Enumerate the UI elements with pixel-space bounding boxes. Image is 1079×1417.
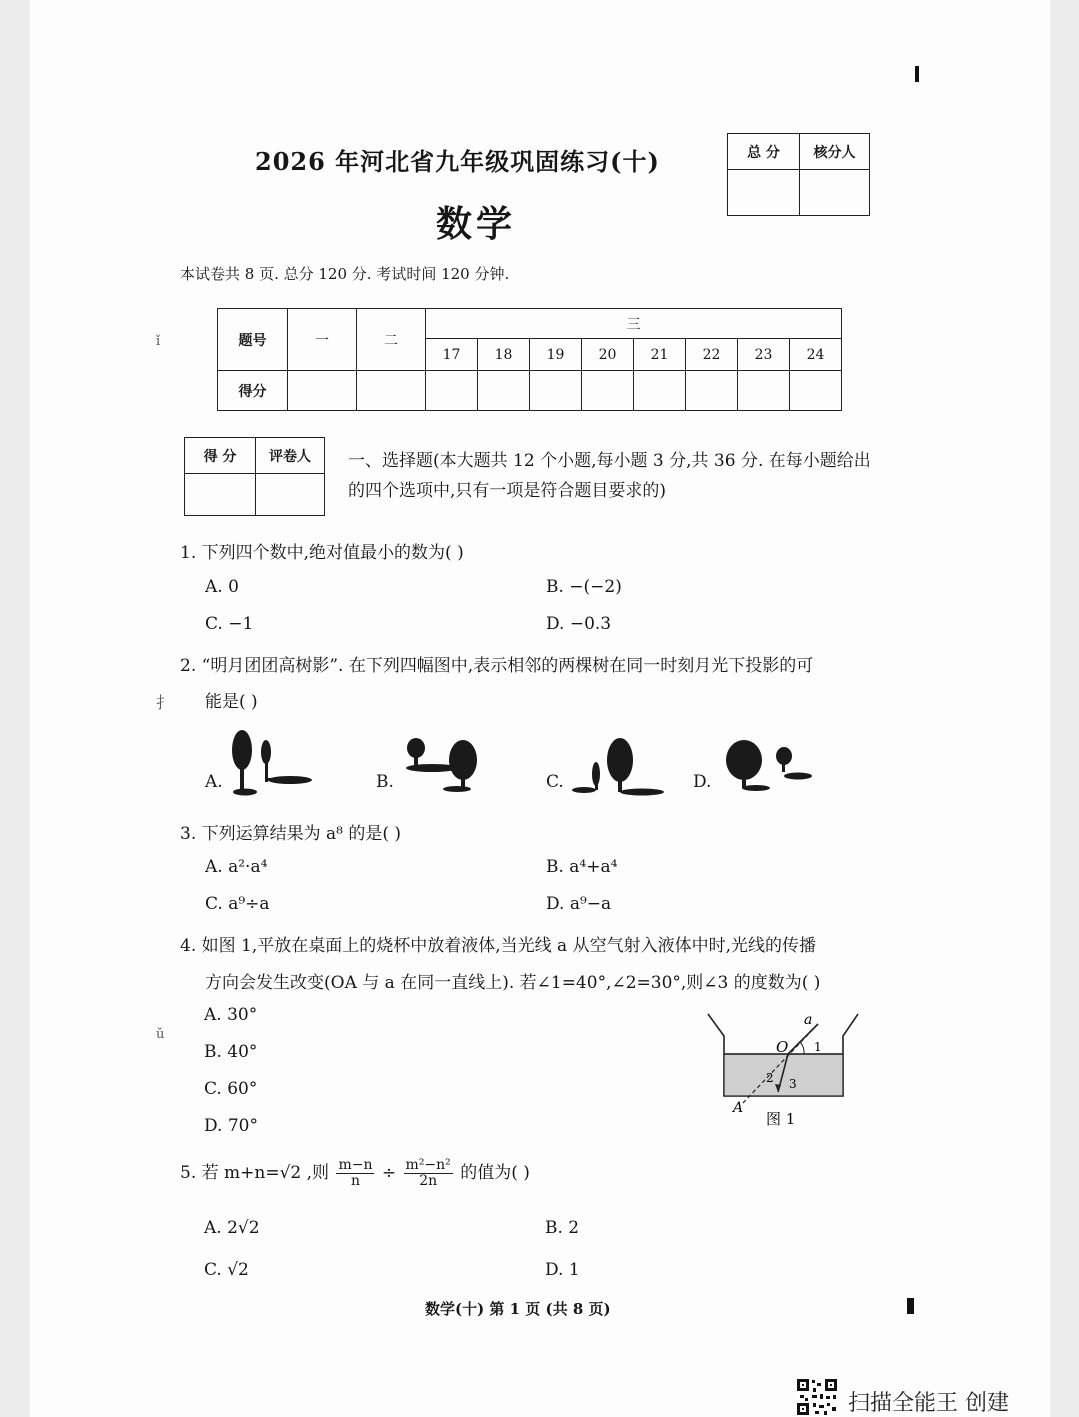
question-1-stem: 1. 下列四个数中,绝对值最小的数为( )	[180, 543, 464, 563]
margin-mark: 扌	[156, 693, 173, 712]
q2-option-c[interactable]: C.	[546, 772, 564, 792]
grader-label: 评卷人	[256, 438, 325, 474]
score-cell[interactable]	[426, 371, 478, 411]
score-cell[interactable]	[530, 371, 582, 411]
checker-label: 核分人	[800, 134, 870, 170]
q5-option-a[interactable]: A. 2√2	[204, 1218, 260, 1238]
score-cell[interactable]	[357, 371, 426, 411]
angle-label-3: 3	[789, 1077, 797, 1091]
scanner-watermark: 扫描全能王 创建	[848, 1391, 1009, 1416]
q3-option-a[interactable]: A. a²·a⁴	[205, 857, 268, 877]
point-label-A: A	[733, 1100, 744, 1116]
total-score-cell[interactable]	[728, 170, 800, 216]
angle-label-2: 2	[766, 1071, 774, 1085]
q5-option-b[interactable]: B. 2	[545, 1218, 580, 1238]
question-5-stem	[180, 1158, 530, 1189]
q1-option-b[interactable]: B. −(−2)	[546, 577, 622, 597]
q2-option-b[interactable]: B.	[376, 772, 394, 792]
score-cell[interactable]	[790, 371, 842, 411]
q4-option-c[interactable]: C. 60°	[204, 1079, 258, 1099]
score-cell[interactable]	[478, 371, 530, 411]
score-table	[217, 308, 842, 411]
score-row-label: 得分	[218, 371, 288, 411]
question-col: 24	[790, 339, 842, 371]
question-4-stem-line2: 方向会发生改变(OA 与 a 在同一直线上). 若∠1=40°,∠2=30°,则∠3 的度数为( )	[205, 973, 821, 993]
ray-label-a: a	[804, 1012, 813, 1028]
q4-option-b[interactable]: B. 40°	[204, 1042, 258, 1062]
q2-option-d[interactable]: D.	[693, 772, 712, 792]
question-3-stem: 3. 下列运算结果为 a⁸ 的是( )	[180, 824, 402, 844]
q3-option-c[interactable]: C. a⁹÷a	[205, 894, 270, 914]
part-one-header: 一	[288, 309, 357, 371]
question-col: 19	[530, 339, 582, 371]
question-col: 21	[634, 339, 686, 371]
margin-mark: ǔ	[156, 1027, 165, 1042]
part-two-header: 二	[357, 309, 426, 371]
q5-fraction-1: $\frac{m-n}{n}$	[338, 1157, 373, 1189]
score-cell[interactable]	[686, 371, 738, 411]
score-cell[interactable]	[582, 371, 634, 411]
q5-stem-pre: 5. 若 m+n=√2 ,则	[180, 1163, 330, 1183]
question-col: 18	[478, 339, 530, 371]
q5-fraction-2: $\frac{\text{m²−n²}}{2n}$	[405, 1157, 451, 1189]
q1-option-d[interactable]: D. −0.3	[546, 614, 612, 634]
q5-option-d[interactable]: D. 1	[545, 1260, 580, 1280]
checker-cell[interactable]	[800, 170, 870, 216]
q2-option-a[interactable]: A.	[205, 772, 223, 792]
q5-option-c[interactable]: C. √2	[204, 1260, 249, 1280]
question-col: 22	[686, 339, 738, 371]
grader-score-label: 得 分	[185, 438, 256, 474]
figure-caption: 图 1	[766, 1110, 796, 1128]
q5-divide-sign: ÷	[381, 1163, 397, 1183]
angle-label-1: 1	[814, 1040, 822, 1054]
grader-name-cell[interactable]	[256, 474, 325, 516]
question-col: 17	[426, 339, 478, 371]
total-score-box	[727, 133, 870, 216]
tree-shadow-figure-d	[722, 736, 816, 794]
tree-shadow-figure-c	[572, 734, 666, 796]
score-cell[interactable]	[634, 371, 686, 411]
question-col: 23	[738, 339, 790, 371]
q4-option-d[interactable]: D. 70°	[204, 1116, 258, 1136]
score-cell[interactable]	[738, 371, 790, 411]
exam-info: 本试卷共 8 页. 总分 120 分. 考试时间 120 分钟.	[180, 265, 510, 283]
part-three-header: 三	[426, 309, 842, 339]
tree-shadow-figure-a	[228, 726, 318, 798]
q1-option-c[interactable]: C. −1	[205, 614, 254, 634]
point-label-O: O	[776, 1038, 789, 1056]
question-2-stem-line1: 2. “明月团团高树影”. 在下列四幅图中,表示相邻的两棵树在同一时刻月光下投影的可	[180, 656, 814, 676]
page-footer: 数学(十) 第 1 页 (共 8 页)	[425, 1300, 611, 1318]
q5-stem-post: 的值为( )	[460, 1163, 530, 1183]
q3-option-b[interactable]: B. a⁴+a⁴	[546, 857, 618, 877]
question-number-label: 题号	[218, 309, 288, 371]
exam-page	[30, 0, 1050, 1417]
exam-title: 2026 年河北省九年级巩固练习(十)	[255, 147, 660, 176]
tree-shadow-figure-b	[402, 736, 484, 794]
margin-mark: ǐ	[156, 334, 161, 349]
registration-mark-top	[915, 66, 919, 82]
question-4-stem-line1: 4. 如图 1,平放在桌面上的烧杯中放着液体,当光线 a 从空气射入液体中时,光线的传播	[180, 936, 816, 956]
question-col: 20	[582, 339, 634, 371]
qr-code-icon	[795, 1377, 839, 1417]
q1-option-a[interactable]: A. 0	[205, 577, 239, 597]
registration-mark-bottom	[907, 1298, 914, 1314]
grader-box	[184, 437, 325, 516]
beaker-refraction-figure	[700, 1008, 870, 1133]
grader-score-cell[interactable]	[185, 474, 256, 516]
question-2-stem-line2: 能是( )	[205, 692, 258, 712]
section-one-title: 一、选择题(本大题共 12 个小题,每小题 3 分,共 36 分. 在每小题给出的四个选项中,只有一项是符合题目要求的)	[348, 451, 871, 501]
subject-title: 数学	[436, 203, 517, 245]
score-cell[interactable]	[288, 371, 357, 411]
total-score-label: 总 分	[728, 134, 800, 170]
q3-option-d[interactable]: D. a⁹−a	[546, 894, 612, 914]
q4-option-a[interactable]: A. 30°	[204, 1005, 258, 1025]
